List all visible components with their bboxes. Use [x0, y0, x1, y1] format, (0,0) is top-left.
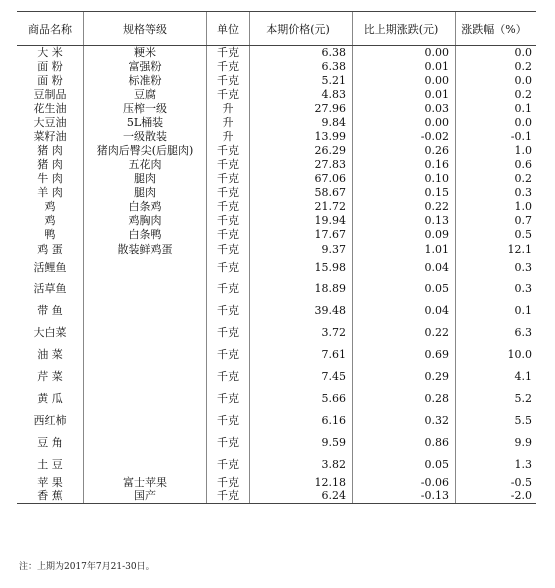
cell-unit: 升 [207, 102, 250, 116]
header-row [17, 12, 536, 46]
cell-name: 苹 果 [37, 475, 63, 489]
cell-spec: 腿肉 [84, 172, 207, 186]
cell-price: 13.99 [250, 130, 353, 144]
table-row [17, 432, 536, 454]
table-row [17, 116, 536, 130]
cell-spec [84, 344, 207, 366]
cell-pct: 0.1 [456, 102, 537, 116]
cell-name: 菜籽油 [33, 129, 67, 143]
cell-unit: 千克 [207, 388, 250, 410]
table-row [17, 60, 536, 74]
table-row [17, 214, 536, 228]
cell-name: 猪 肉 [37, 143, 63, 157]
cell-change: 0.00 [353, 116, 456, 130]
table-row [17, 130, 536, 144]
cell-change: 0.26 [353, 144, 456, 158]
table-row [17, 228, 536, 242]
table-row [17, 102, 536, 116]
cell-spec [84, 432, 207, 454]
cell-pct: -2.0 [456, 490, 537, 504]
cell-pct: 0.7 [456, 214, 537, 228]
cell-unit: 千克 [207, 258, 250, 279]
cell-price: 17.67 [250, 228, 353, 242]
cell-spec: 粳米 [84, 46, 207, 60]
cell-pct: 0.0 [456, 46, 537, 60]
cell-spec: 白条鸭 [84, 228, 207, 242]
table-row [17, 388, 536, 410]
cell-unit: 千克 [207, 172, 250, 186]
cell-unit: 千克 [207, 60, 250, 74]
cell-unit: 千克 [207, 144, 250, 158]
cell-pct: 0.2 [456, 60, 537, 74]
header-price: 本期价格(元) [250, 12, 353, 46]
cell-price: 6.38 [250, 60, 353, 74]
header-spec: 规格等级 [84, 12, 207, 46]
cell-unit: 千克 [207, 242, 250, 258]
cell-change: 0.10 [353, 172, 456, 186]
cell-name: 鸡 [44, 199, 56, 213]
table-row [17, 242, 536, 258]
cell-change: 0.01 [353, 88, 456, 102]
cell-pct: 12.1 [456, 242, 537, 258]
cell-pct: 0.5 [456, 228, 537, 242]
table-body [17, 46, 536, 504]
cell-price: 4.83 [250, 88, 353, 102]
cell-pct: 1.0 [456, 144, 537, 158]
cell-change: 0.16 [353, 158, 456, 172]
cell-change: -0.06 [353, 476, 456, 490]
cell-name: 油 菜 [37, 347, 63, 361]
cell-spec: 5L桶装 [84, 116, 207, 130]
cell-change: -0.13 [353, 490, 456, 504]
cell-unit: 千克 [207, 200, 250, 214]
cell-change: 0.22 [353, 322, 456, 344]
table-row [17, 344, 536, 366]
cell-price: 7.45 [250, 366, 353, 388]
cell-price: 9.84 [250, 116, 353, 130]
cell-unit: 升 [207, 116, 250, 130]
cell-spec: 压榨一级 [84, 102, 207, 116]
header-pct: 涨跌幅（%） [456, 12, 537, 46]
cell-pct: 0.2 [456, 88, 537, 102]
cell-name: 豆制品 [33, 87, 67, 101]
cell-unit: 千克 [207, 279, 250, 300]
cell-price: 15.98 [250, 258, 353, 279]
cell-spec: 猪肉后臀尖(后腿肉) [84, 144, 207, 158]
cell-change: 0.01 [353, 60, 456, 74]
cell-price: 9.37 [250, 242, 353, 258]
cell-price: 3.82 [250, 454, 353, 476]
cell-name: 大白菜 [33, 325, 67, 339]
cell-spec [84, 279, 207, 300]
header-change: 比上期涨跌(元) [353, 12, 456, 46]
cell-spec [84, 388, 207, 410]
cell-price: 26.29 [250, 144, 353, 158]
table-row [17, 279, 536, 300]
cell-name: 豆 角 [37, 435, 63, 449]
cell-unit: 千克 [207, 214, 250, 228]
cell-name: 面 粉 [37, 59, 63, 73]
cell-unit: 升 [207, 130, 250, 144]
cell-spec: 散装鲜鸡蛋 [84, 242, 207, 258]
cell-unit: 千克 [207, 454, 250, 476]
cell-price: 27.83 [250, 158, 353, 172]
table-row [17, 158, 536, 172]
cell-name: 鸡 蛋 [37, 242, 63, 256]
cell-spec: 一级散装 [84, 130, 207, 144]
cell-name: 活草鱼 [33, 282, 67, 295]
cell-pct: 0.6 [456, 158, 537, 172]
cell-spec: 腿肉 [84, 186, 207, 200]
table-row [17, 186, 536, 200]
cell-pct: 6.3 [456, 322, 537, 344]
cell-name: 牛 肉 [37, 171, 63, 185]
table-row [17, 172, 536, 186]
cell-unit: 千克 [207, 158, 250, 172]
cell-change: 0.03 [353, 102, 456, 116]
cell-price: 5.21 [250, 74, 353, 88]
cell-change: 0.04 [353, 300, 456, 322]
cell-unit: 千克 [207, 410, 250, 432]
cell-pct: 10.0 [456, 344, 537, 366]
cell-name: 西红柿 [33, 413, 67, 427]
table-row [17, 46, 536, 60]
cell-price: 6.38 [250, 46, 353, 60]
cell-spec [84, 322, 207, 344]
cell-spec: 豆腐 [84, 88, 207, 102]
cell-change: 0.00 [353, 74, 456, 88]
cell-change: 1.01 [353, 242, 456, 258]
cell-spec: 富强粉 [84, 60, 207, 74]
cell-price: 21.72 [250, 200, 353, 214]
cell-price: 67.06 [250, 172, 353, 186]
cell-pct: 1.3 [456, 454, 537, 476]
cell-pct: 0.1 [456, 300, 537, 322]
cell-unit: 千克 [207, 300, 250, 322]
cell-price: 6.24 [250, 490, 353, 504]
table-row [17, 476, 536, 490]
cell-name: 土 豆 [37, 457, 63, 471]
cell-name: 带 鱼 [37, 303, 63, 317]
table-row [17, 200, 536, 214]
cell-price: 27.96 [250, 102, 353, 116]
cell-spec [84, 366, 207, 388]
cell-change: 0.32 [353, 410, 456, 432]
header-unit: 单位 [207, 12, 250, 46]
cell-unit: 千克 [207, 344, 250, 366]
cell-change: 0.05 [353, 279, 456, 300]
cell-name: 黄 瓜 [37, 391, 63, 405]
cell-change: 0.13 [353, 214, 456, 228]
cell-price: 12.18 [250, 476, 353, 490]
cell-pct: 5.2 [456, 388, 537, 410]
cell-unit: 千克 [207, 186, 250, 200]
table-row [17, 490, 536, 504]
cell-name: 活鲤鱼 [33, 261, 67, 274]
cell-price: 5.66 [250, 388, 353, 410]
cell-pct: -0.5 [456, 476, 537, 490]
cell-spec: 国产 [84, 490, 207, 504]
cell-change: -0.02 [353, 130, 456, 144]
cell-pct: 4.1 [456, 366, 537, 388]
cell-pct: 5.5 [456, 410, 537, 432]
cell-change: 0.09 [353, 228, 456, 242]
cell-unit: 千克 [207, 46, 250, 60]
header-name: 商品名称 [17, 12, 84, 46]
cell-name: 鸡 [44, 213, 56, 227]
cell-pct: 0.3 [456, 279, 537, 300]
cell-price: 9.59 [250, 432, 353, 454]
cell-change: 0.69 [353, 344, 456, 366]
cell-price: 18.89 [250, 279, 353, 300]
cell-spec: 标准粉 [84, 74, 207, 88]
cell-change: 0.00 [353, 46, 456, 60]
cell-name: 香 蕉 [17, 490, 84, 504]
cell-change: 0.05 [353, 454, 456, 476]
table-row [17, 74, 536, 88]
cell-name: 大豆油 [33, 115, 67, 129]
cell-spec [84, 454, 207, 476]
cell-price: 6.16 [250, 410, 353, 432]
cell-pct: 0.0 [456, 116, 537, 130]
cell-price: 39.48 [250, 300, 353, 322]
cell-unit: 千克 [207, 476, 250, 490]
table-row [17, 366, 536, 388]
cell-price: 7.61 [250, 344, 353, 366]
table-row [17, 454, 536, 476]
cell-change: 0.28 [353, 388, 456, 410]
table-row [17, 322, 536, 344]
cell-name: 花生油 [33, 101, 67, 115]
cell-change: 0.22 [353, 200, 456, 214]
cell-spec: 五花肉 [84, 158, 207, 172]
cell-unit: 千克 [207, 88, 250, 102]
table-row [17, 88, 536, 102]
cell-pct: 0.3 [456, 258, 537, 279]
cell-name: 芹 菜 [37, 369, 63, 383]
cell-name: 羊 肉 [37, 185, 63, 199]
table-row [17, 144, 536, 158]
cell-unit: 千克 [207, 228, 250, 242]
cell-unit: 千克 [207, 322, 250, 344]
cell-pct: 0.0 [456, 74, 537, 88]
cell-pct: 0.3 [456, 186, 537, 200]
cell-price: 58.67 [250, 186, 353, 200]
cell-change: 0.86 [353, 432, 456, 454]
cell-spec: 鸡胸肉 [84, 214, 207, 228]
cell-spec [84, 410, 207, 432]
cell-pct: 1.0 [456, 200, 537, 214]
footnote: 注：上期为2017年7月21-30日。 [19, 562, 155, 572]
cell-spec: 富士苹果 [84, 476, 207, 490]
cell-name: 面 粉 [37, 73, 63, 87]
cell-pct: 0.2 [456, 172, 537, 186]
price-table [17, 11, 536, 504]
cell-name: 猪 肉 [37, 157, 63, 171]
cell-spec [84, 300, 207, 322]
cell-change: 0.15 [353, 186, 456, 200]
cell-name: 大 米 [37, 45, 63, 59]
cell-spec: 白条鸡 [84, 200, 207, 214]
cell-change: 0.29 [353, 366, 456, 388]
cell-unit: 千克 [207, 432, 250, 454]
cell-price: 3.72 [250, 322, 353, 344]
cell-price: 19.94 [250, 214, 353, 228]
cell-pct: -0.1 [456, 130, 537, 144]
cell-pct: 9.9 [456, 432, 537, 454]
cell-change: 0.04 [353, 258, 456, 279]
cell-spec [84, 258, 207, 279]
table-row [17, 300, 536, 322]
cell-unit: 千克 [207, 490, 250, 504]
table-row [17, 410, 536, 432]
cell-unit: 千克 [207, 366, 250, 388]
cell-unit: 千克 [207, 74, 250, 88]
table-row [17, 258, 536, 279]
cell-name: 鸭 [44, 227, 56, 241]
